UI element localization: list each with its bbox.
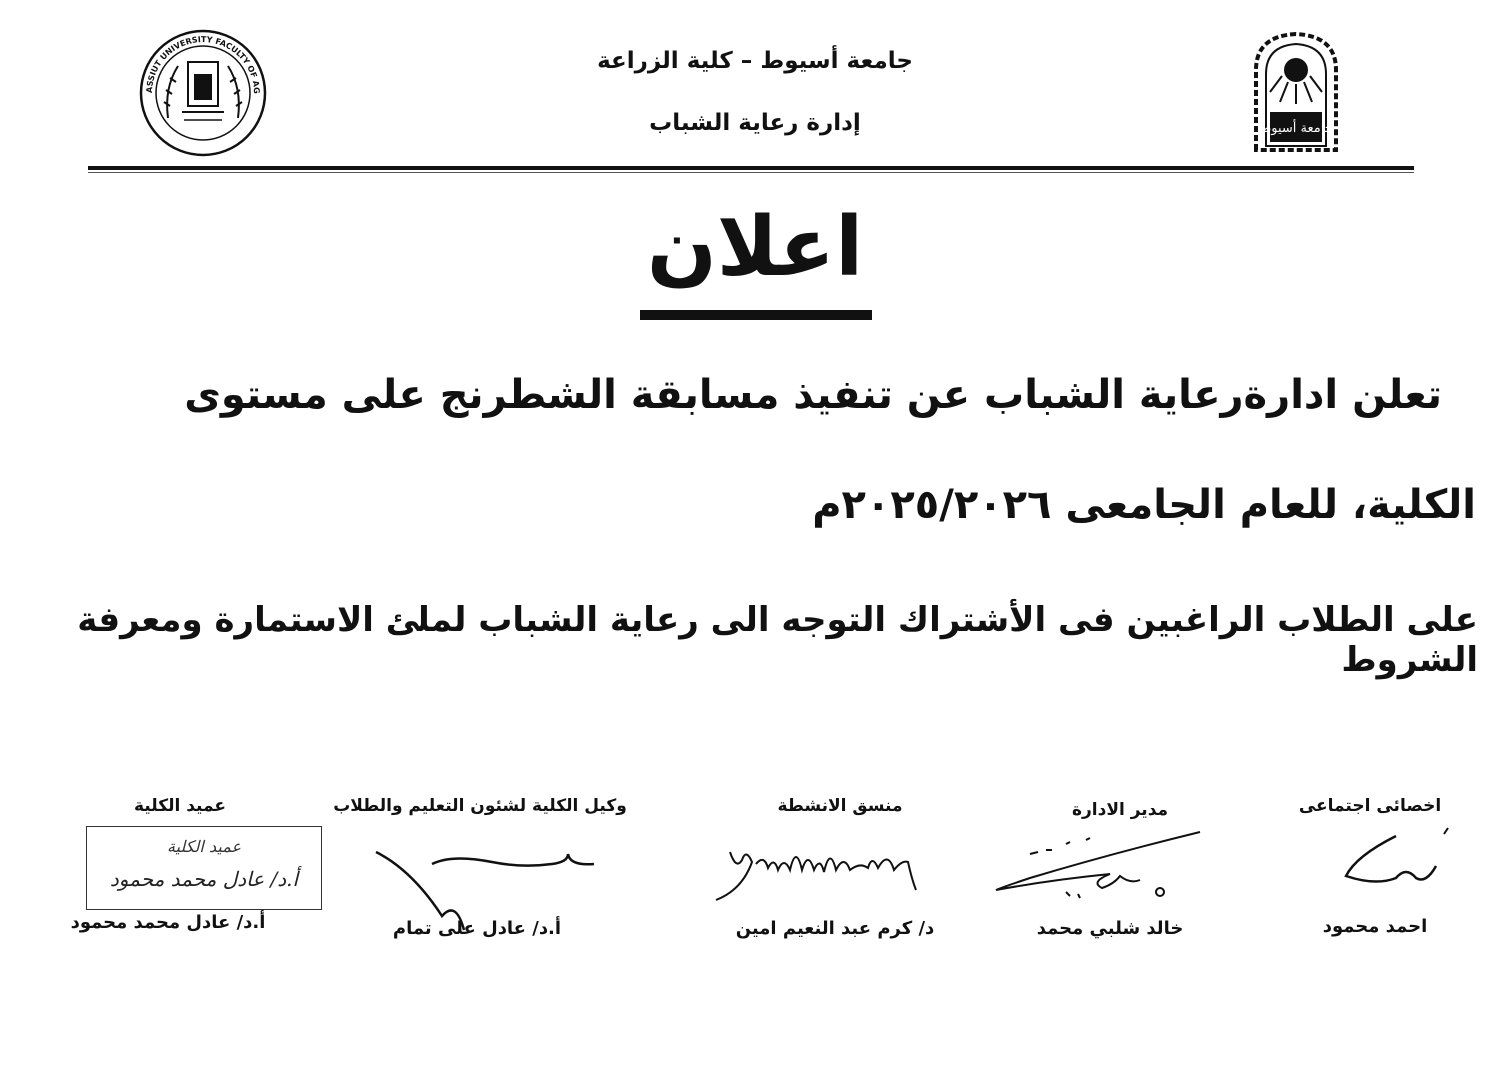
- signatory-2-name: خالد شلبي محمد: [1036, 918, 1184, 939]
- signatory-3-title: منسق الانشطة: [777, 796, 903, 816]
- signatory-1-name: احمد محمود: [1322, 916, 1428, 937]
- logo-right-text: جامعة أسيوط: [1259, 121, 1333, 136]
- signatory-5-name: أ.د/ عادل محمد محمود: [70, 912, 266, 933]
- header-divider-thin: [88, 172, 1414, 173]
- signatory-4-name: أ.د/ عادل على تمام: [392, 918, 562, 939]
- signatory-1-title: اخصائى اجتماعى: [1298, 796, 1442, 816]
- announcement-body-line-2: الكلية، للعام الجامعى ٢٠٢٥/٢٠٢٦م: [812, 482, 1476, 528]
- announcement-body-line-3: على الطلاب الراغبين فى الأشتراك التوجه الى رعاية الشباب لملئ الاستمارة ومعرفة الشروط: [77, 600, 1478, 680]
- seal-ring-text: ASSIUT UNIVERSITY FACULTY OF AG: [144, 34, 262, 94]
- signatory-2-signature: [990, 830, 1204, 904]
- stamp-line-1: عميد الكلية: [167, 837, 241, 856]
- signatory-1-signature: [1336, 826, 1456, 896]
- dean-stamp: [86, 826, 322, 910]
- signatory-5-title: عميد الكلية: [134, 796, 226, 816]
- signatory-2-title: مدير الادارة: [1071, 800, 1169, 820]
- department-name: إدارة رعاية الشباب: [649, 110, 861, 136]
- signatory-3-name: د/ كرم عبد النعيم امين: [735, 918, 935, 939]
- assiut-university-logo: [1248, 30, 1344, 152]
- university-faculty-name: جامعة أسيوط – كلية الزراعة: [597, 48, 913, 74]
- header-divider: [88, 166, 1414, 170]
- stamp-line-2: أ.د/ عادل محمد محمود: [109, 867, 299, 891]
- signatory-4-title: وكيل الكلية لشئون التعليم والطلاب: [333, 796, 627, 816]
- signatory-3-signature: [712, 840, 926, 910]
- announcement-body-line-1: تعلن ادارةرعاية الشباب عن تنفيذ مسابقة الشطرنج على مستوى: [184, 372, 1442, 418]
- announcement-title: اعلان: [646, 200, 864, 295]
- title-underline: [640, 310, 872, 320]
- faculty-of-agriculture-seal: [138, 28, 268, 158]
